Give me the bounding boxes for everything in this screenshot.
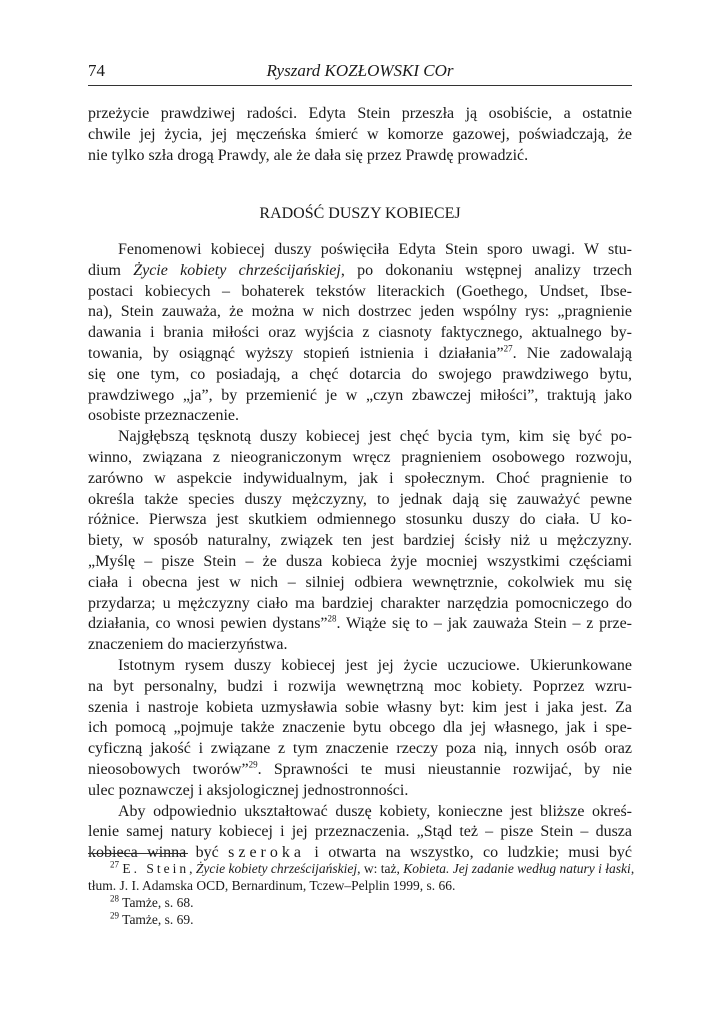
text-line: lenie samej natury kobiecej i jej przeznaczenia. „Stąd też – pisze Stein – dusza <box>88 823 632 841</box>
footnote-title: Życie kobiety chrześcijańskiej <box>195 861 358 876</box>
text-span: nieosobowych tworów” <box>88 760 249 778</box>
text-span: , <box>189 861 196 876</box>
text-line: osobiste przeznaczenie. <box>88 407 240 425</box>
text-line: przydarza; u mężczyzny ciało ma bardziej charakter narzędzia pomocniczego do <box>88 594 632 612</box>
text-line: cyficzną jakość i związane z tym znaczenie rzeczy poza nią, innych osób oraz <box>88 740 632 758</box>
footnote-ref: 27 <box>503 343 513 354</box>
text-span: . Nie zadowalają <box>512 344 633 362</box>
section-heading: RADOŚĆ DUSZY KOBIECEJ <box>259 205 461 222</box>
text-line: na), Stein zauważa, że można w nich dostrzec jeden wspólny rys: „pragnienie <box>88 303 632 321</box>
footnote-title: Kobieta. Jej zadanie według natury i łaski <box>403 861 631 876</box>
text-line: Fenomenowi kobiecej duszy poświęciła Edyta Stein sporo uwagi. W stu- <box>118 241 632 258</box>
footnote-27-cont: tłum. J. I. Adamska OCD, Bernardinum, Tczew–Pelplin 1999, s. 66. <box>88 878 456 893</box>
text-span: . Sprawności te musi nieustannie rozwijać, by nie <box>257 760 632 778</box>
footnote-27 <box>88 859 635 877</box>
intro-paragraph <box>88 104 632 166</box>
text-line: postaci kobiecych – bohaterek tekstów literackich (Goethego, Undset, Ibse- <box>88 282 632 300</box>
text-line: winno, związana z nieograniczonym wręcz pragnieniem osobowego rozwoju, <box>88 448 632 466</box>
text-line: zarówno w aspekcie indywidualnym, jak i społecznym. Choć pragnienie to <box>88 469 632 487</box>
text-span: , po dokonaniu wstępnej analizy trzech <box>340 261 632 279</box>
text-line: Najgłębszą tęsknotą duszy kobiecej jest chęć bycia tym, kim się być po- <box>118 428 632 446</box>
text-line: biety, w sposób naturalny, związek ten jest bardziej ścisły niż u mężczyzny. <box>88 532 632 550</box>
footnote-number: 28 <box>110 893 119 904</box>
text-line <box>88 261 632 282</box>
text-line: ulec poznawczej i aksjologicznej jednostronności. <box>88 781 409 799</box>
text-line: różnice. Pierwsza jest skutkiem odmiennego stosunku duszy do ciała. U ko- <box>88 511 632 529</box>
text-span: dium <box>88 261 134 279</box>
text-span: Tamże, s. 69. <box>122 912 194 927</box>
text-line: chwile jej życia, jej męczeńska śmierć w komorze gazowej, poświadczają, że <box>88 125 632 143</box>
text-span: , <box>630 861 635 876</box>
text-line: określa także species duszy mężczyzny, to jednak dają się zauważyć pewne <box>88 490 632 508</box>
text-line: przeżycie prawdziwej radości. Edyta Stein przeszła ją osobiście, a ostatnie <box>88 105 632 122</box>
footnote-ref: 29 <box>248 759 258 770</box>
text-line: na byt personalny, budzi i rozwija wewnętrzną moc kobiety. Poprzez wzru- <box>88 677 632 695</box>
text-line: Aby odpowiednio ukształtować duszę kobiety, konieczne jest bliższe okreś- <box>118 802 632 820</box>
footnote-number: 29 <box>110 910 119 921</box>
text-line <box>88 760 632 781</box>
text-line: ciała i obecna jest w nich – silniej odbiera wewnętrznie, cokolwiek mu się <box>88 573 632 591</box>
text-line <box>88 344 632 365</box>
text-line <box>88 614 632 635</box>
footnote-divider <box>88 853 188 854</box>
text-span: . Wiąże się to – jak zauważa Stein – z prze- <box>336 615 633 633</box>
text-line: prawdziwego „ja”, by przemienić je w „czyn zbawczej miłości”, traktują jako <box>88 386 632 404</box>
footnote-ref: 28 <box>327 614 337 625</box>
text-line: szenia i nastroje kobieta uzmysławia sobie własny byt: kim jest i jaka jest. Za <box>88 698 632 716</box>
page-number: 74 <box>88 61 105 80</box>
book-title: Życie kobiety chrześcijańskiej <box>133 261 341 279</box>
text-span: towania, by osiągnąć wyższy stopień istnienia i działania” <box>88 344 504 362</box>
text-line: dawania i brania miłości oraz wyjścia z ciasnoty faktycznego, aktualnego by- <box>88 324 632 342</box>
running-head: Ryszard KOZŁOWSKI COr <box>266 61 454 80</box>
text-span: , w: taż, <box>357 861 404 876</box>
footnotes <box>88 859 635 928</box>
footnote-author: E. Stein <box>122 861 190 876</box>
footnote-number: 27 <box>110 859 119 870</box>
text-span: Tamże, s. 68. <box>122 895 194 910</box>
text-line: znaczeniem do macierzyństwa. <box>88 636 288 654</box>
text-line: się one tym, co posiadają, a chęć dotarcia do swojego prawdziwego bytu, <box>88 365 632 383</box>
text-line: ich pomocą „pojmuje także znaczenie bytu obcego dla jej własnego, jak i spe- <box>88 719 632 737</box>
page-header <box>88 61 632 86</box>
text-line: „Myślę – pisze Stein – że dusza kobieca żyje mocniej wszystkimi częściami <box>88 552 632 570</box>
footnote-29 <box>88 911 632 928</box>
text-span: kobieca winna być <box>88 844 229 862</box>
text-line: nie tylko szła drogą Prawdy, ale że dała się przez Prawdę prowadzić. <box>88 146 529 164</box>
text-span: działania, co wnosi pewien dystans” <box>88 615 328 633</box>
main-text <box>88 240 632 864</box>
spaced-emphasis: szeroka <box>228 844 305 862</box>
text-span: i otwarta na wszystko, co ludzkie; musi być <box>304 844 633 862</box>
text-line: Istotnym rysem duszy kobiecej jest jej życie uczuciowe. Ukierunkowane <box>118 656 632 674</box>
footnote-28 <box>88 894 632 911</box>
